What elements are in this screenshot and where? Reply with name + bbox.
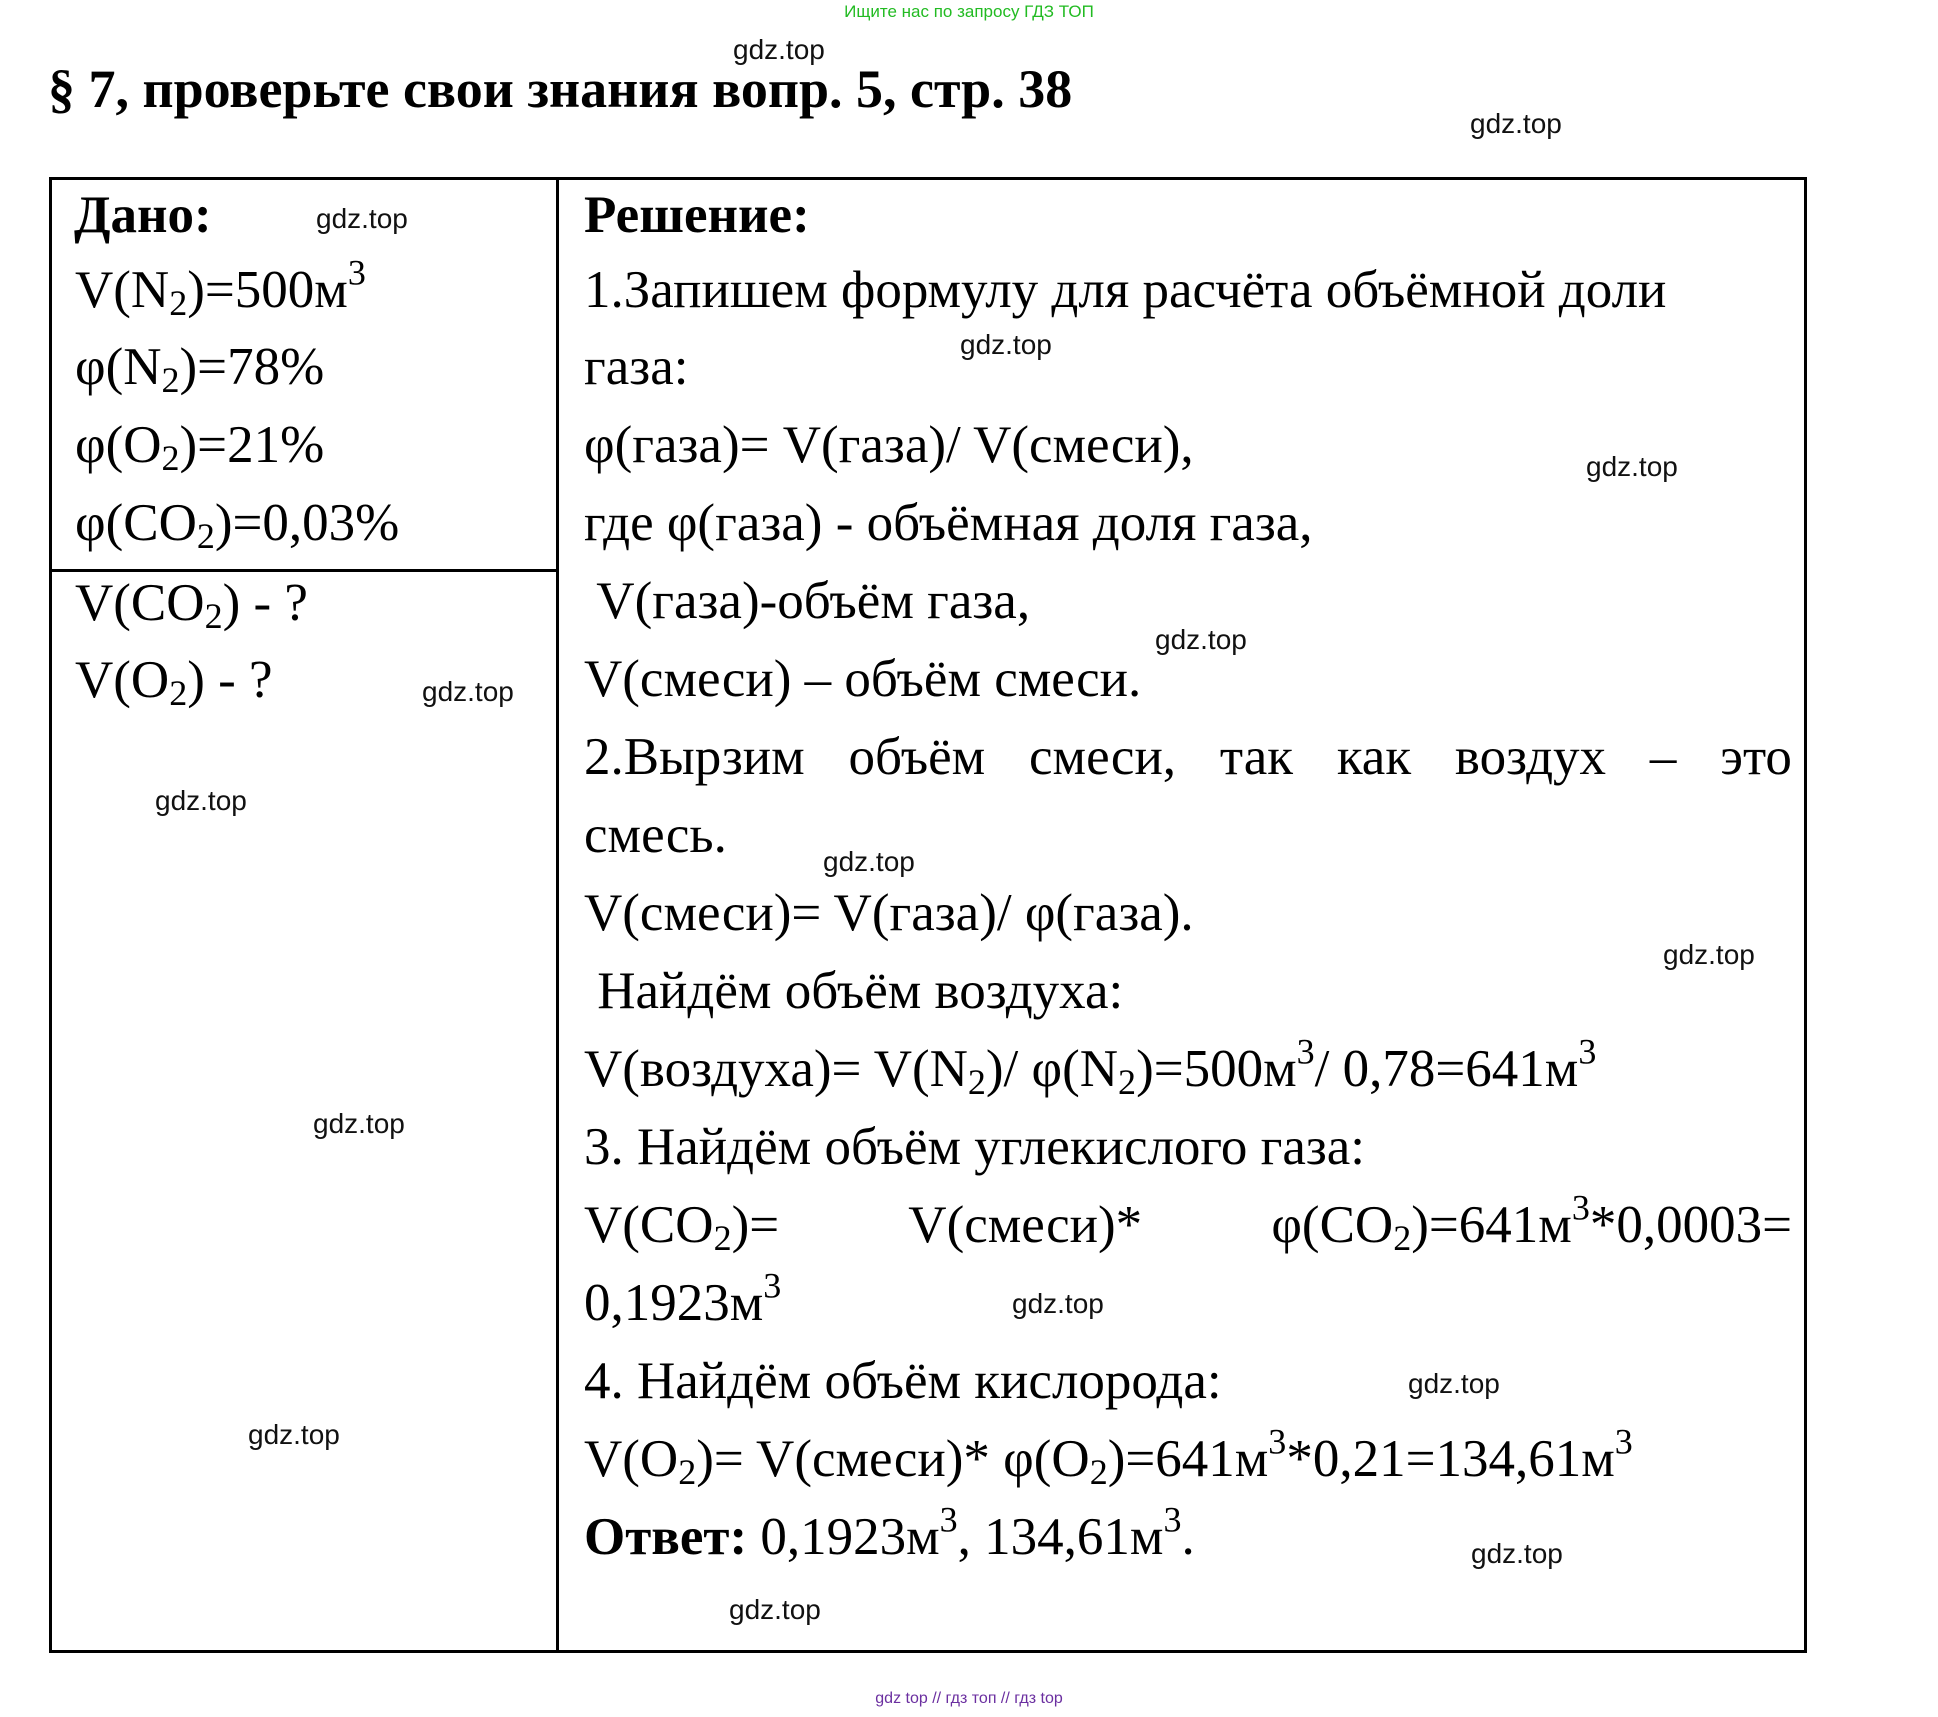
given-n2-volume: $V(N_2)=500м^3$ <box>75 252 366 323</box>
watermark: gdz.top <box>823 846 915 877</box>
given-n2-fraction: $\varphi(N_2)=78\%$ <box>75 338 325 400</box>
answer-label: Ответ: <box>584 1508 748 1566</box>
column-divider <box>556 180 559 1650</box>
solution-line: 3. Найдём объём углекислого газа: <box>584 1118 1366 1176</box>
watermark: gdz.top <box>313 1108 405 1139</box>
solution-line-justified: 2.Вырзим объём смеси, так как воздух – это <box>584 728 1792 786</box>
given-heading: Дано: <box>74 186 212 244</box>
watermark: gdz.top <box>1408 1368 1500 1399</box>
solution-line: где φ(газа) - объёмная доля газа, <box>584 494 1313 552</box>
watermark: gdz.top <box>316 203 408 234</box>
find-co2-volume: $V(CO_2)$ - ? <box>75 574 308 636</box>
solution-line: V(смеси) – объём смеси. <box>584 650 1142 708</box>
find-o2-volume: $V(O_2)$ - ? <box>75 651 273 713</box>
solution-line: смесь. <box>584 806 727 864</box>
solution-calculation: V(воздуха)= $V(N_2)/$ $\varphi(N_2)=500м^3/$ $0,78=641м^3$ <box>584 1031 1597 1102</box>
solution-formula: φ(газа)= V(газа)/ V(смеси), <box>584 416 1194 474</box>
given-o2-fraction: $\varphi(O_2)=21\%$ <box>75 416 325 478</box>
solution-line: газа: <box>584 338 689 396</box>
watermark: gdz.top <box>1470 108 1562 139</box>
watermark: gdz.top <box>729 1594 821 1625</box>
solution-line: 1.Запишем формулу для расчёта объёмной доли <box>584 261 1667 319</box>
answer: Ответ: $0,1923м^3$, $134,61м^3$. <box>584 1499 1195 1566</box>
watermark: gdz.top <box>1663 939 1755 970</box>
solution-line: Найдём объём воздуха: <box>584 962 1124 1020</box>
watermark: gdz.top <box>960 329 1052 360</box>
solution-heading: Решение: <box>584 186 810 244</box>
watermark: gdz.top <box>155 785 247 816</box>
given-co2-fraction: $\varphi(CO_2)=0,03\%$ <box>75 494 400 556</box>
solution-calculation: $V(O_2)=$ V(смеси)* $\varphi(O_2)=641м^3*0,21=134,61м^3$ <box>584 1421 1633 1492</box>
watermark: gdz.top <box>248 1419 340 1450</box>
watermark: gdz.top <box>1012 1288 1104 1319</box>
solution-calculation: $V(CO_2)=$ V(смеси)* $\varphi(CO_2)=641м^3*0,0003=$ <box>584 1187 1792 1258</box>
solution-result: $0,1923м^3$ <box>584 1265 782 1332</box>
solution-formula: V(смеси)= V(газа)/ φ(газа). <box>584 884 1194 942</box>
footer-links: gdz top // гдз топ // гдз top <box>875 1690 1063 1707</box>
solution-line: V(газа)-объём газа, <box>584 572 1031 630</box>
watermark: gdz.top <box>1471 1538 1563 1569</box>
solution-line: 4. Найдём объём кислорода: <box>584 1352 1222 1410</box>
watermark: gdz.top <box>733 34 825 65</box>
top-banner: Ищите нас по запросу ГДЗ ТОП <box>844 2 1094 21</box>
page-title: § 7, проверьте свои знания вопр. 5, стр. 38 <box>48 59 1073 119</box>
watermark: gdz.top <box>1586 451 1678 482</box>
watermark: gdz.top <box>422 676 514 707</box>
given-divider <box>52 569 556 572</box>
watermark: gdz.top <box>1155 624 1247 655</box>
